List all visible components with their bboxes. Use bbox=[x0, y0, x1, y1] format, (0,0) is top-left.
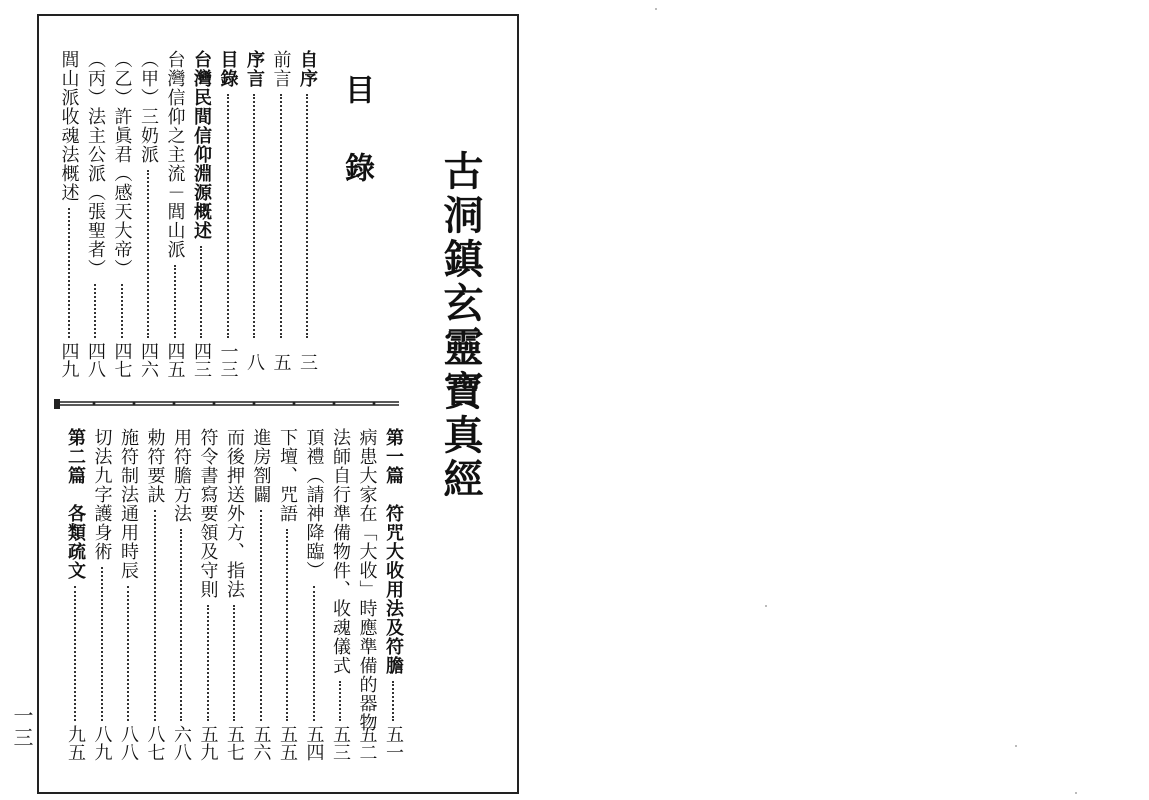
scan-speck bbox=[765, 605, 767, 607]
toc-entry-title: 頂禮（請神降臨） bbox=[303, 428, 325, 580]
toc-entry-page: 五二 bbox=[356, 725, 378, 761]
toc-leader bbox=[121, 284, 123, 338]
toc-entry-title: 符令書寫要領及守則 bbox=[197, 428, 219, 599]
toc-leader bbox=[227, 94, 229, 338]
toc-leader bbox=[280, 94, 282, 338]
toc-entry-title: 閭山派收魂法概述 bbox=[58, 50, 80, 202]
toc-entry-page: 五三 bbox=[330, 725, 351, 761]
toc-entry-page: 三 bbox=[297, 353, 318, 371]
toc-leader bbox=[233, 605, 235, 721]
toc-entry-title: 前言 bbox=[270, 50, 292, 88]
toc-entry-title: 自序 bbox=[297, 50, 318, 88]
toc-entry-title: 法師自行準備物件、收魂儀式 bbox=[330, 428, 351, 675]
toc-entry-title: 台灣民間信仰淵源概述 bbox=[191, 50, 212, 240]
toc-entry-title: 用符膽方法 bbox=[171, 428, 192, 523]
toc-leader bbox=[392, 681, 394, 721]
toc-entry-page: 五一 bbox=[383, 725, 404, 761]
toc-leader bbox=[180, 529, 182, 721]
toc-leader bbox=[101, 567, 103, 721]
toc-leader bbox=[74, 586, 76, 721]
toc-entry-title: （丙）法主公派（張聖者） bbox=[85, 50, 106, 278]
toc-entry-page: 四六 bbox=[138, 342, 159, 378]
toc-entry-page: 五七 bbox=[224, 725, 245, 761]
toc-entry-page: 四三 bbox=[191, 342, 212, 378]
toc-entry-page: 五五 bbox=[277, 725, 298, 761]
toc-entry-page: 五九 bbox=[197, 725, 219, 761]
toc-entry-title: 病患大家在「大收」時應準備的器物 bbox=[356, 428, 378, 732]
toc-entry-page: 一三 bbox=[217, 342, 239, 378]
toc-leader bbox=[207, 605, 209, 721]
section-divider bbox=[54, 399, 399, 409]
toc-entry-title: 序言 bbox=[244, 50, 265, 88]
toc-entry-page: 五六 bbox=[250, 725, 272, 761]
toc-leader bbox=[306, 94, 308, 338]
toc-entry-title: 第二篇 各類疏文 bbox=[65, 428, 86, 580]
toc-leader bbox=[200, 246, 202, 338]
toc-entry-page: 八 bbox=[244, 353, 265, 371]
toc-entry-page: 八九 bbox=[91, 725, 113, 761]
toc-entry-title: 台灣信仰之主流－閭山派 bbox=[164, 50, 186, 259]
toc-heading: 目錄 bbox=[339, 74, 374, 230]
toc-leader bbox=[339, 681, 341, 721]
toc-entry-title: 切法九字護身術 bbox=[91, 428, 113, 561]
toc-entry-page: 四五 bbox=[164, 342, 186, 378]
toc-entry-title: 下壇、咒語 bbox=[277, 428, 298, 523]
toc-entry-title: （甲）三奶派 bbox=[138, 50, 159, 164]
toc-entry-title: 目錄 bbox=[217, 50, 239, 88]
scan-speck bbox=[1015, 745, 1017, 747]
book-title: 古洞鎮玄靈寶真經 bbox=[437, 150, 484, 502]
toc-entry-page: 五四 bbox=[303, 725, 325, 761]
toc-entry-title: （乙）許眞君（感天大帝） bbox=[111, 50, 133, 278]
toc-leader bbox=[127, 586, 129, 721]
toc-entry-title: 而後押送外方、指法 bbox=[224, 428, 245, 599]
scan-speck bbox=[655, 8, 657, 10]
toc-entry-page: 九五 bbox=[65, 725, 86, 761]
toc-entry-page: 六八 bbox=[171, 725, 192, 761]
toc-entry-page: 五 bbox=[270, 353, 292, 371]
toc-entry-title: 進房劄闢 bbox=[250, 428, 272, 504]
toc-entry-title: 第一篇 符咒大收用法及符膽 bbox=[383, 428, 404, 675]
toc-leader bbox=[174, 265, 176, 338]
toc-entry-page: 四七 bbox=[111, 342, 133, 378]
toc-entry-page: 四九 bbox=[58, 342, 80, 378]
toc-entry-title: 勅符要訣 bbox=[144, 428, 166, 504]
toc-leader bbox=[68, 208, 70, 338]
toc-leader bbox=[313, 586, 315, 721]
toc-entry-page: 八七 bbox=[144, 725, 166, 761]
toc-leader bbox=[147, 170, 149, 338]
toc-entry-title: 施符制法通用時辰 bbox=[118, 428, 139, 580]
toc-leader bbox=[286, 529, 288, 721]
page-number: 一三 bbox=[10, 705, 34, 749]
toc-leader bbox=[260, 510, 262, 721]
toc-leader bbox=[94, 284, 96, 338]
toc-entry-page: 四八 bbox=[85, 342, 106, 378]
toc-leader bbox=[253, 94, 255, 338]
toc-entry-page: 八八 bbox=[118, 725, 139, 761]
toc-leader bbox=[154, 510, 156, 721]
scan-speck bbox=[1075, 792, 1077, 794]
